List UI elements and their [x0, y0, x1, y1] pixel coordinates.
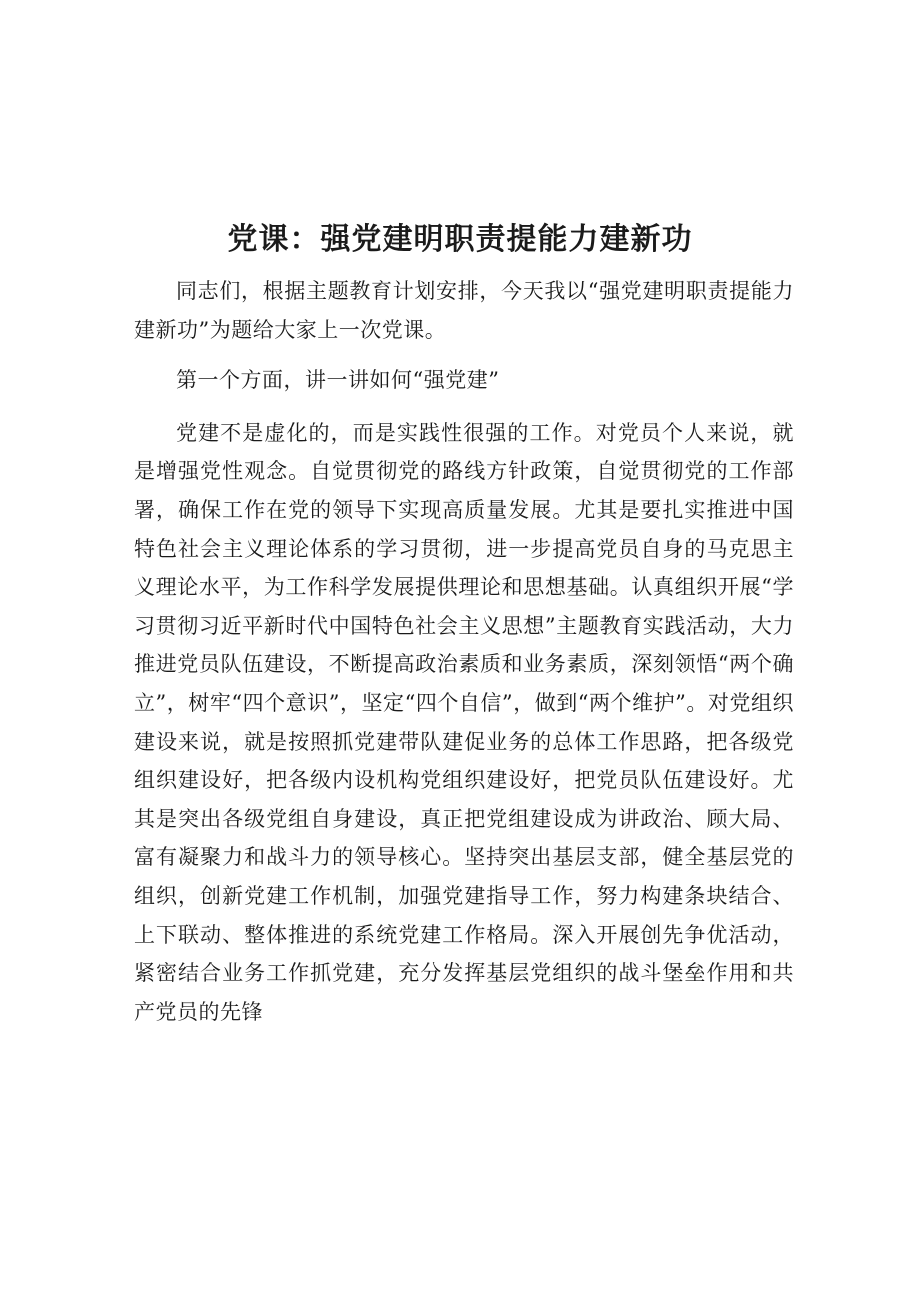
section-heading-1: 第一个方面，讲一讲如何“强党建”	[176, 368, 500, 393]
paragraph-body: 党建不是虚化的，而是实践性很强的工作。对党员个人来说，就是增强党性观念。自觉贯彻党的路线方针政策，自觉贯彻党的工作部署，确保工作在党的领导下实现高质量发展。尤其是要扎实推进中国特色社会主义理论体系的学习贯彻，进一步提高党员自身的马克思主义理论水平，为工作科学发展提供理论和思想基础。认真组织开展“学习贯彻习近平新时代中国特色社会主义思想”主题教育实践活动，大力推进党员队伍建设，不断提高政治素质和业务素质，深刻领悟“两个确立”，树牢“四个意识”，坚定“四个自信”，做到“两个维护”。对党组织建设来说，就是按照抓党建带队建促业务的总体工作思路，把各级党组织建设好，把各级内设机构党组织建设好，把党员队伍建设好。尤其是突出各级党组自身建设，真正把党组建设成为讲政治、顾大局、富有凝聚力和战斗力的领导核心。坚持突出基层支部，健全基层党的组织，创新党建工作机制，加强党建指导工作，努力构建条块结合、上下联动、整体推进的系统党建工作格局。深入开展创先争优活动，紧密结合业务工作抓党建，充分发挥基层党组织的战斗堡垒作用和共产党员的先锋	[134, 420, 794, 1024]
document-title: 党课：强党建明职责提能力建新功	[227, 222, 693, 257]
paragraph-intro: 同志们，根据主题教育计划安排，今天我以“强党建明职责提能力建新功”为题给大家上一次党课。	[134, 279, 794, 342]
document-body	[134, 272, 794, 1031]
